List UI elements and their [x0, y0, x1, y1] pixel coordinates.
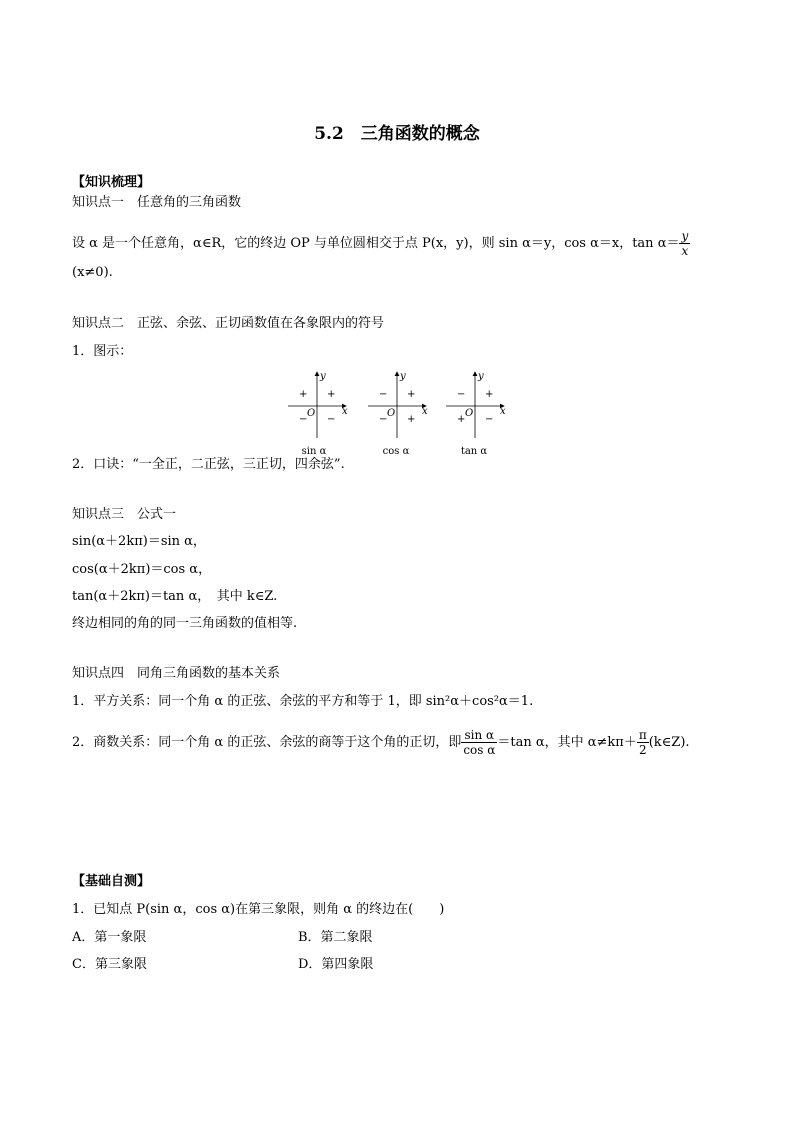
kp1-heading: 知识点一 任意角的三角函数	[72, 195, 242, 210]
kp3-formula-cos: cos(α＋2kπ)＝cos α，	[72, 562, 212, 577]
cos-diagram-label: cos α	[382, 446, 410, 457]
kp1-fraction-denominator: x	[681, 244, 689, 258]
sin-q2-sign: +	[299, 389, 308, 400]
tan-diagram-label: tan α	[460, 446, 488, 457]
kp3-formula-sin: sin(α＋2kπ)＝sin α，	[72, 534, 206, 549]
kp4-pi-numerator: π	[638, 728, 647, 742]
sin-origin: O	[307, 408, 316, 419]
sin-q3-sign: −	[299, 414, 308, 425]
kp3-formula-tan: tan(α＋2kπ)＝tan α， 其中 k∈Z.	[72, 589, 278, 604]
kp4-item1: 1．平方关系：同一个角 α 的正弦、余弦的平方和等于 1，即 sin²α＋cos²α＝1.	[72, 694, 534, 709]
tan-y-label: y	[478, 371, 484, 382]
tan-q1-sign: +	[485, 389, 494, 400]
page-title: 5.2 三角函数的概念	[314, 124, 480, 144]
sin-y-label: y	[320, 371, 326, 382]
kp4-quotient-numerator: sin α	[461, 728, 497, 743]
kp1-fraction	[679, 229, 690, 258]
tan-origin: O	[465, 408, 474, 419]
sin-q4-sign: −	[327, 414, 336, 425]
sign-diagram-sin	[286, 370, 352, 457]
cos-q1-sign: +	[407, 389, 416, 400]
cos-origin: O	[387, 408, 396, 419]
kp4-pi-fraction	[637, 728, 649, 757]
section-header-self-test: 【基础自测】	[72, 874, 151, 889]
kp1-fraction-numerator: y	[681, 229, 689, 243]
kp2-item1: 1．图示：	[72, 344, 133, 359]
sign-diagram-tan	[444, 370, 510, 457]
tan-q2-sign: −	[457, 389, 466, 400]
sin-diagram-label: sin α	[301, 446, 327, 457]
q1-option-a[interactable]: A．第一象限	[72, 930, 147, 945]
kp3-note: 终边相同的角的同一三角函数的值相等.	[72, 616, 298, 631]
q1-stem: 1．已知点 P(sin α，cos α)在第三象限，则角 α 的终边在( )	[72, 902, 445, 917]
kp1-definition	[72, 229, 690, 258]
kp4-heading: 知识点四 同角三角函数的基本关系	[72, 666, 281, 681]
kp4-item2-text-a: 2．商数关系：同一个角 α 的正弦、余弦的商等于这个角的正切，即	[72, 735, 462, 750]
tan-q3-sign: +	[457, 414, 466, 425]
sign-diagram-cos	[366, 370, 432, 457]
kp1-condition: (x≠0).	[72, 265, 113, 280]
q1-option-b[interactable]: B．第二象限	[298, 930, 373, 945]
kp4-pi-denominator: 2	[638, 743, 647, 757]
kp2-heading: 知识点二 正弦、余弦、正切函数值在各象限内的符号	[72, 316, 385, 331]
tan-q4-sign: −	[485, 414, 494, 425]
kp1-text-a: 设 α 是一个任意角，α∈R，它的终边 OP 与单位圆相交于点 P(x，y)，则 sin α＝y，cos α＝x，tan α＝	[72, 236, 680, 251]
cos-y-label: y	[400, 371, 406, 382]
cos-q2-sign: −	[379, 389, 388, 400]
kp4-item2-text-c: (k∈Z).	[648, 735, 690, 750]
kp4-item2	[72, 728, 690, 757]
section-header-knowledge: 【知识梳理】	[72, 175, 151, 190]
sin-q1-sign: +	[327, 389, 336, 400]
kp3-heading: 知识点三 公式一	[72, 507, 177, 522]
kp4-quotient-fraction	[461, 728, 497, 757]
kp4-item2-text-b: ＝tan α，其中 α≠kπ＋	[497, 735, 637, 750]
cos-q4-sign: +	[407, 414, 416, 425]
q1-option-d[interactable]: D．第四象限	[298, 957, 374, 972]
kp4-quotient-denominator: cos α	[463, 743, 496, 757]
tan-x-label: x	[500, 406, 506, 417]
cos-x-label: x	[422, 406, 428, 417]
cos-q3-sign: −	[379, 414, 388, 425]
kp2-item2: 2．口诀：“一全正，二正弦，三正切，四余弦”.	[72, 457, 345, 472]
q1-option-c[interactable]: C．第三象限	[72, 957, 147, 972]
sin-x-label: x	[342, 406, 348, 417]
